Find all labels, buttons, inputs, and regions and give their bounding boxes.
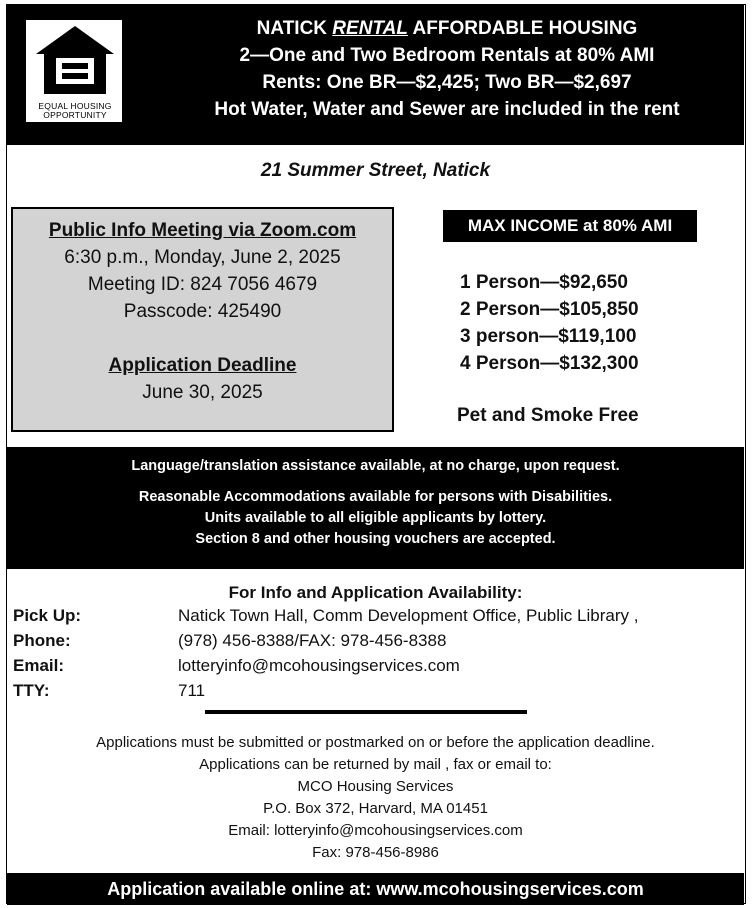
notice-block [7, 487, 744, 550]
header-band [7, 5, 744, 145]
header-line-1 [157, 15, 737, 42]
meeting-info-box [11, 207, 394, 432]
header-line-3: Rents: One BR—$2,425; Two BR—$2,697 [262, 72, 632, 93]
meeting-passcode: Passcode: 425490 [123, 301, 282, 322]
contact-row-email [13, 655, 460, 677]
income-row: 3 person—$119,100 [460, 326, 637, 347]
deadline-date: June 30, 2025 [142, 382, 263, 403]
income-row: 4 Person—$132,300 [460, 353, 639, 374]
instruction-line: Fax: 978-456-8986 [312, 844, 439, 861]
income-row: 1 Person—$92,650 [460, 272, 628, 293]
instruction-line: MCO Housing Services [297, 778, 454, 795]
notice-lottery: Units available to all eligible applicants by lottery. [204, 510, 547, 526]
header-line-1-em: RENTAL [332, 18, 408, 39]
instruction-line: P.O. Box 372, Harvard, MA 01451 [263, 800, 488, 817]
house-icon [34, 24, 116, 96]
contact-value: (978) 456-8388/FAX: 978-456-8388 [178, 631, 447, 650]
contact-label: TTY: [13, 681, 50, 700]
equal-housing-opportunity-logo [25, 19, 123, 123]
contact-label: Email: [13, 656, 65, 675]
contact-value: Natick Town Hall, Comm Development Office, Public Library , [178, 606, 639, 625]
income-heading: MAX INCOME at 80% AMI [443, 210, 697, 242]
application-instructions [7, 732, 744, 864]
notice-language: Language/translation assistance available, at no charge, upon request. [131, 458, 620, 474]
contact-value: lotteryinfo@mcohousingservices.com [178, 656, 460, 675]
instruction-line: Email: lotteryinfo@mcohousingservices.com [228, 822, 523, 839]
logo-text [28, 102, 122, 120]
contact-label: Phone: [13, 631, 71, 650]
header-line-1-b: AFFORDABLE HOUSING [407, 18, 638, 39]
header-line-4: Hot Water, Water and Sewer are included in the rent [214, 99, 680, 120]
flyer [6, 4, 746, 904]
notice-vouchers: Section 8 and other housing vouchers are accepted. [195, 531, 556, 547]
contact-row-pickup [13, 605, 638, 627]
income-list [460, 269, 639, 377]
divider-rule [205, 710, 527, 714]
logo-text-line1: EQUAL HOUSING [38, 101, 112, 111]
contact-row-tty [13, 680, 205, 702]
contact-title: For Info and Application Availability: [228, 583, 523, 602]
contact-row-phone [13, 630, 446, 652]
meeting-datetime: 6:30 p.m., Monday, June 2, 2025 [64, 247, 341, 268]
meeting-title: Public Info Meeting via Zoom.com [48, 220, 357, 241]
pet-smoke-note: Pet and Smoke Free [457, 405, 639, 426]
meeting-id: Meeting ID: 824 7056 4679 [87, 274, 318, 295]
logo-text-line2: OPPORTUNITY [43, 110, 107, 120]
header-line-1-a: NATICK [256, 18, 333, 39]
contact-label: Pick Up: [13, 606, 82, 625]
property-address: 21 Summer Street, Natick [260, 160, 491, 181]
instruction-line: Applications can be returned by mail , fax or email to: [199, 756, 552, 773]
income-row: 2 Person—$105,850 [460, 299, 639, 320]
deadline-title: Application Deadline [108, 355, 297, 376]
notice-accommodations: Reasonable Accommodations available for persons with Disabilities. [138, 489, 613, 505]
contact-value: 711 [178, 681, 206, 700]
online-application-band: Application available online at: www.mcohousingservices.com [7, 873, 744, 905]
header-text [157, 15, 737, 123]
notice-band [7, 447, 744, 569]
instruction-line: Applications must be submitted or postmarked on or before the application deadline. [96, 734, 655, 751]
header-line-2: 2—One and Two Bedroom Rentals at 80% AMI [239, 45, 655, 66]
